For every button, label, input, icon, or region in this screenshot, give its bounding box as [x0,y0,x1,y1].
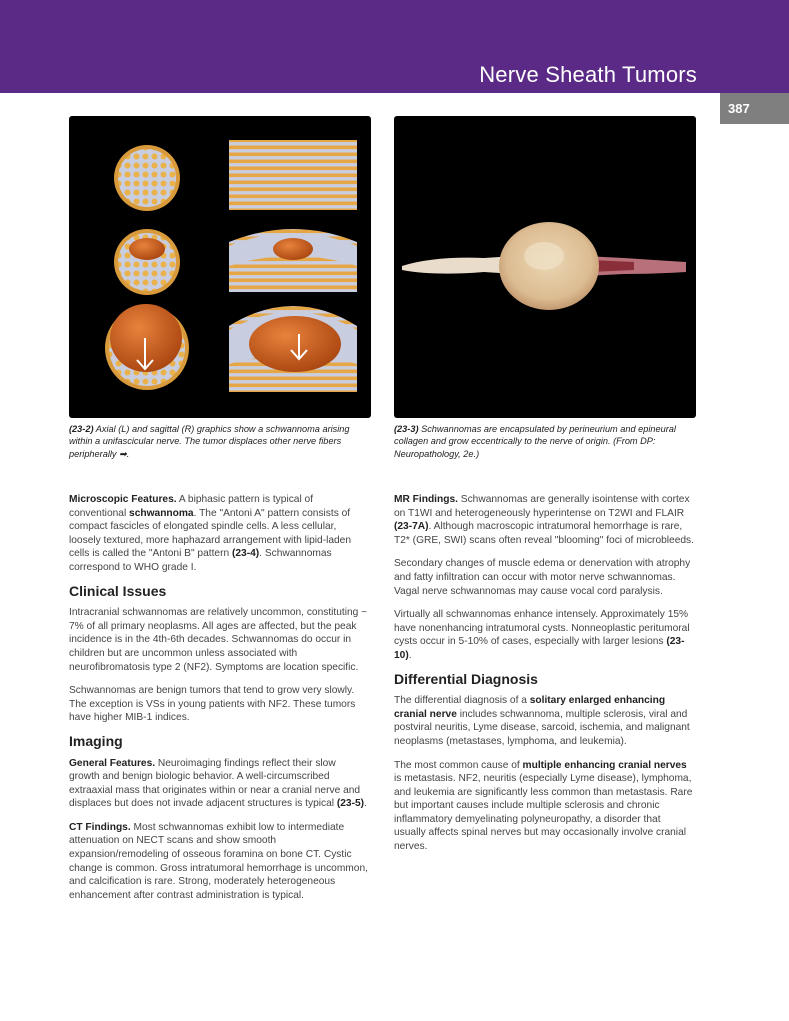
schwannoma-illustration [69,116,371,418]
figure-caption-23-3: (23-3) Schwannomas are encapsulated by perineurium and epineural collagen and grow eccentrically to the nerve of origin. (From DP: Neuropathology, 2e.) [394,424,676,459]
page-number: 387 [720,93,789,124]
right-column [394,493,694,864]
paragraph-ct-findings: CT Findings. Most schwannomas exhibit low to intermediate attenuation on NECT scans and show smooth expansion/remodeling of osseous foramina on bone CT. Cystic change is common. Gross intratumoral hemorrhage is uncommon, and calcification is rare. Strong, moderately heterogeneous enhancement after contrast administration is typical. [69,821,368,901]
specimen-photo [394,116,696,418]
heading-clinical-issues: Clinical Issues [69,582,167,599]
figure-schwannoma-specimen [394,116,696,418]
paragraph-secondary-changes: Secondary changes of muscle edema or denervation with atrophy and fatty infiltration can occur with motor nerve schwannomas. Vagal nerve schwannomas may cause vocal cord paralysis. [394,558,691,597]
paragraph-general-features: General Features. Neuroimaging findings reflect their slow growth and benign biologic behavior. A well-circumscribed extraaxial mass that originates within or near a cranial nerve and displaces but does not invade adjacent structures is typical (23-5). [69,757,367,810]
figure-caption-23-2: (23-2) Axial (L) and sagittal (R) graphics show a schwannoma arising within a unifascicular nerve. The tumor displaces other nerve fibers peripherally ➡. [69,424,350,459]
heading-imaging: Imaging [69,732,123,749]
paragraph-clinical-1: Intracranial schwannomas are relatively uncommon, constituting ~ 7% of all primary neoplasms. All ages are affected, but the peak incidence is in the 4th-6th decades. Schwannomas do occur in children but are uncommon unless associated with neurofibromatosis type 2 (NF2). Symptoms are location specific. [69,607,368,673]
paragraph-microscopic: Microscopic Features. A biphasic pattern is typical of conventional schwannoma. The "Antoni A" pattern consists of compact fascicles of elongated spindle cells. A less cellular, loosely textured, more haphazard arrangement with lipid-laden cells is called the "Antoni B" pattern (23-4). Schwannomas correspond to WHO grade I. [69,494,352,573]
paragraph-clinical-2: Schwannomas are benign tumors that tend to grow very slowly. The exception is VSs in young patients with NF2. These tumors have higher MIB-1 indices. [69,685,356,724]
heading-differential-diagnosis: Differential Diagnosis [394,670,538,687]
page-title: Nerve Sheath Tumors [479,62,697,87]
paragraph-dd-multiple: The most common cause of multiple enhancing cranial nerves is metastasis. NF2, neuritis (especially Lyme disease), lymphoma, and leukemia are significantly less common than metastasis. Rare but important causes include multiple sclerosis and chronic inflammatory demyelinating polyneuropathy, a disorder that usually affects spinal nerves but may occasionally involve cranial nerves. [394,759,693,853]
paragraph-dd-solitary: The differential diagnosis of a solitary enlarged enhancing cranial nerve includes schwannoma, multiple sclerosis, viral and postviral neuritis, Lyme disease, sarcoid, ischemia, and malignant neoplasms (metastases, lymphoma, and leukemia). [394,695,690,747]
paragraph-enhancement: Virtually all schwannomas enhance intensely. Approximately 15% have nonenhancing intratumoral cysts. Nonneoplastic peritumoral cysts occur in 5-10% of cases, especially with larger lesions (23-10). [394,609,690,661]
figure-schwannoma-graphic [69,116,371,418]
left-column [69,493,369,912]
paragraph-mr-findings: MR Findings. Schwannomas are generally isointense with cortex on T1WI and heterogeneously hyperintense on T2WI and FLAIR (23-7A). Although macroscopic intratumoral hemorrhage is rare, T2* (GRE, SWI) scans often reveal "blooming" foci of microbleeds. [394,494,694,546]
